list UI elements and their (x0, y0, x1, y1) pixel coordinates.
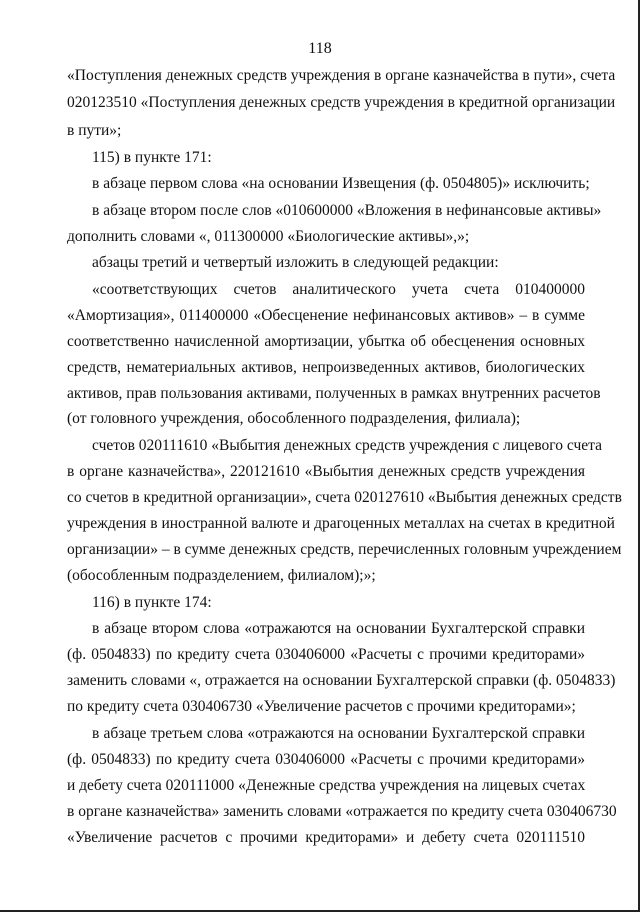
text-line: и дебету счета 020111000 «Денежные средства учреждения на лицевых счетах (67, 777, 586, 794)
text-line: в абзаце втором слова «отражаются на основании Бухгалтерской справки (92, 620, 585, 637)
text-line: организации» – в сумме денежных средств, перечисленных головным учреждением (67, 541, 622, 558)
text-line: дополнить словами «, 011300000 «Биологические активы»,»; (67, 228, 470, 245)
text-line: в органе казначейства», 220121610 «Выбытия денежных средств учреждения (67, 463, 585, 480)
text-line: в абзаце втором после слов «010600000 «Вложения в нефинансовые активы» (92, 202, 602, 219)
text-line: «соответствующих счетов аналитического учета счета 010400000 (92, 281, 585, 298)
text-line: в абзаце первом слова «на основании Извещения (ф. 0504805)» исключить; (92, 175, 590, 192)
text-line: (от головного учреждения, обособленного подразделения, филиала); (67, 410, 521, 427)
text-line: «Увеличение расчетов с прочими кредиторами» и дебету счета 020111510 (67, 829, 585, 846)
text-line: учреждения в иностранной валюте и драгоценных металлах на счетах в кредитной (67, 515, 615, 532)
text-line: со счетов в кредитной организации», счета 020127610 «Выбытия денежных средств (67, 489, 622, 506)
text-line: активов, прав пользования активами, полученных в рамках внутренних расчетов (67, 385, 601, 402)
text-line: в органе казначейства» заменить словами «отражается по кредиту счета 030406730 (67, 803, 617, 820)
text-line: (обособленным подразделением, филиалом);»; (67, 567, 376, 584)
text-line: 020123510 «Поступления денежных средств учреждения в кредитной организации (67, 94, 616, 111)
text-line: 115) в пункте 171: (92, 149, 212, 166)
text-line: в пути»; (67, 122, 122, 139)
text-line: «Поступления денежных средств учреждения в органе казначейства в пути», счета (67, 67, 616, 84)
text-line: счетов 020111610 «Выбытия денежных средств учреждения с лицевого счета (92, 437, 602, 454)
text-line: заменить словами «, отражается на основании Бухгалтерской справки (ф. 0504833) (67, 672, 616, 689)
text-line: абзацы третий и четвертый изложить в следующей редакции: (92, 254, 499, 271)
page-number: 118 (308, 40, 332, 57)
text-line: в абзаце третьем слова «отражаются на основании Бухгалтерской справки (92, 725, 585, 742)
text-line: «Амортизация», 011400000 «Обесценение нефинансовых активов» – в сумме (67, 307, 585, 324)
text-line: (ф. 0504833) по кредиту счета 030406000 «Расчеты с прочими кредиторами» (67, 751, 585, 768)
text-line: средств, нематериальных активов, непроизведенных активов, биологических (67, 359, 585, 376)
text-line: соответственно начисленной амортизации, убытка об обесценения основных (67, 333, 585, 350)
text-line: по кредиту счета 030406730 «Увеличение расчетов с прочими кредиторами»; (67, 698, 576, 715)
text-line: 116) в пункте 174: (92, 594, 212, 611)
text-line: (ф. 0504833) по кредиту счета 030406000 «Расчеты с прочими кредиторами» (67, 646, 585, 663)
